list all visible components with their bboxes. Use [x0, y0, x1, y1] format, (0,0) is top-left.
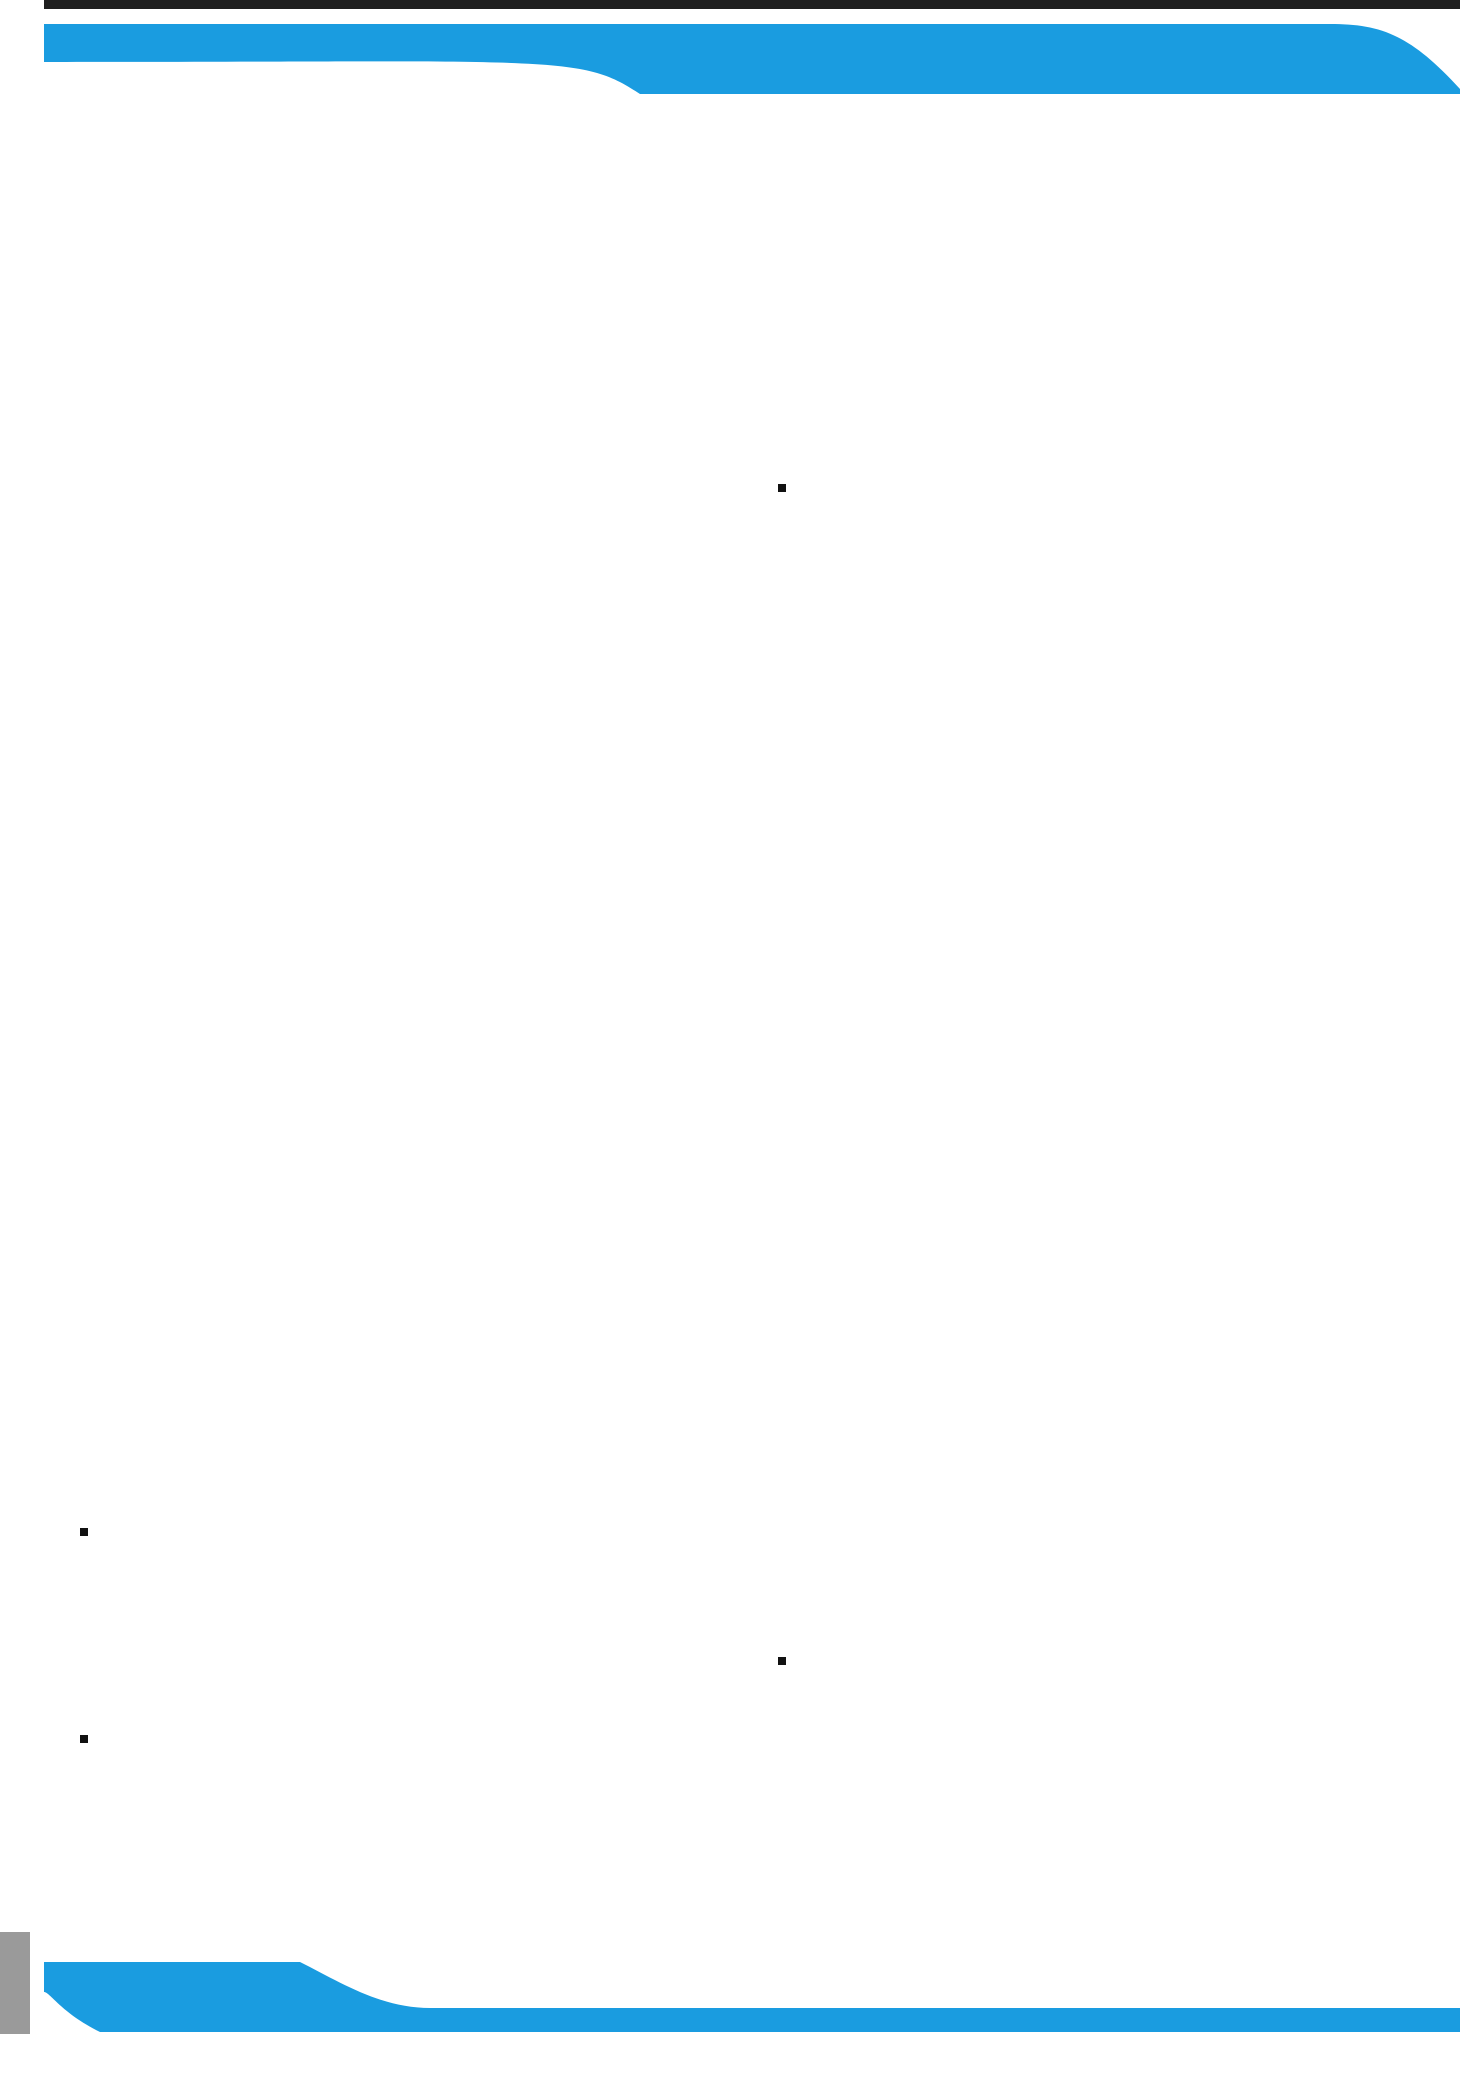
tc-assessment-title	[80, 1526, 94, 1538]
period-title	[778, 1652, 792, 1667]
page-number-tab	[0, 1932, 30, 2034]
bullet-square-icon	[778, 1657, 786, 1665]
top-bar	[44, 0, 1460, 9]
tc-trend-charts	[60, 1748, 735, 1948]
tc-trend-legend	[430, 1728, 730, 1746]
tc-trend-title	[80, 1733, 94, 1745]
bullet-square-icon	[778, 484, 786, 492]
bottom-swoosh	[0, 1962, 1460, 2032]
bullet-square-icon	[80, 1528, 88, 1536]
top-swoosh	[0, 24, 1460, 94]
bullet-square-icon	[80, 1735, 88, 1743]
sp-title	[778, 479, 792, 494]
